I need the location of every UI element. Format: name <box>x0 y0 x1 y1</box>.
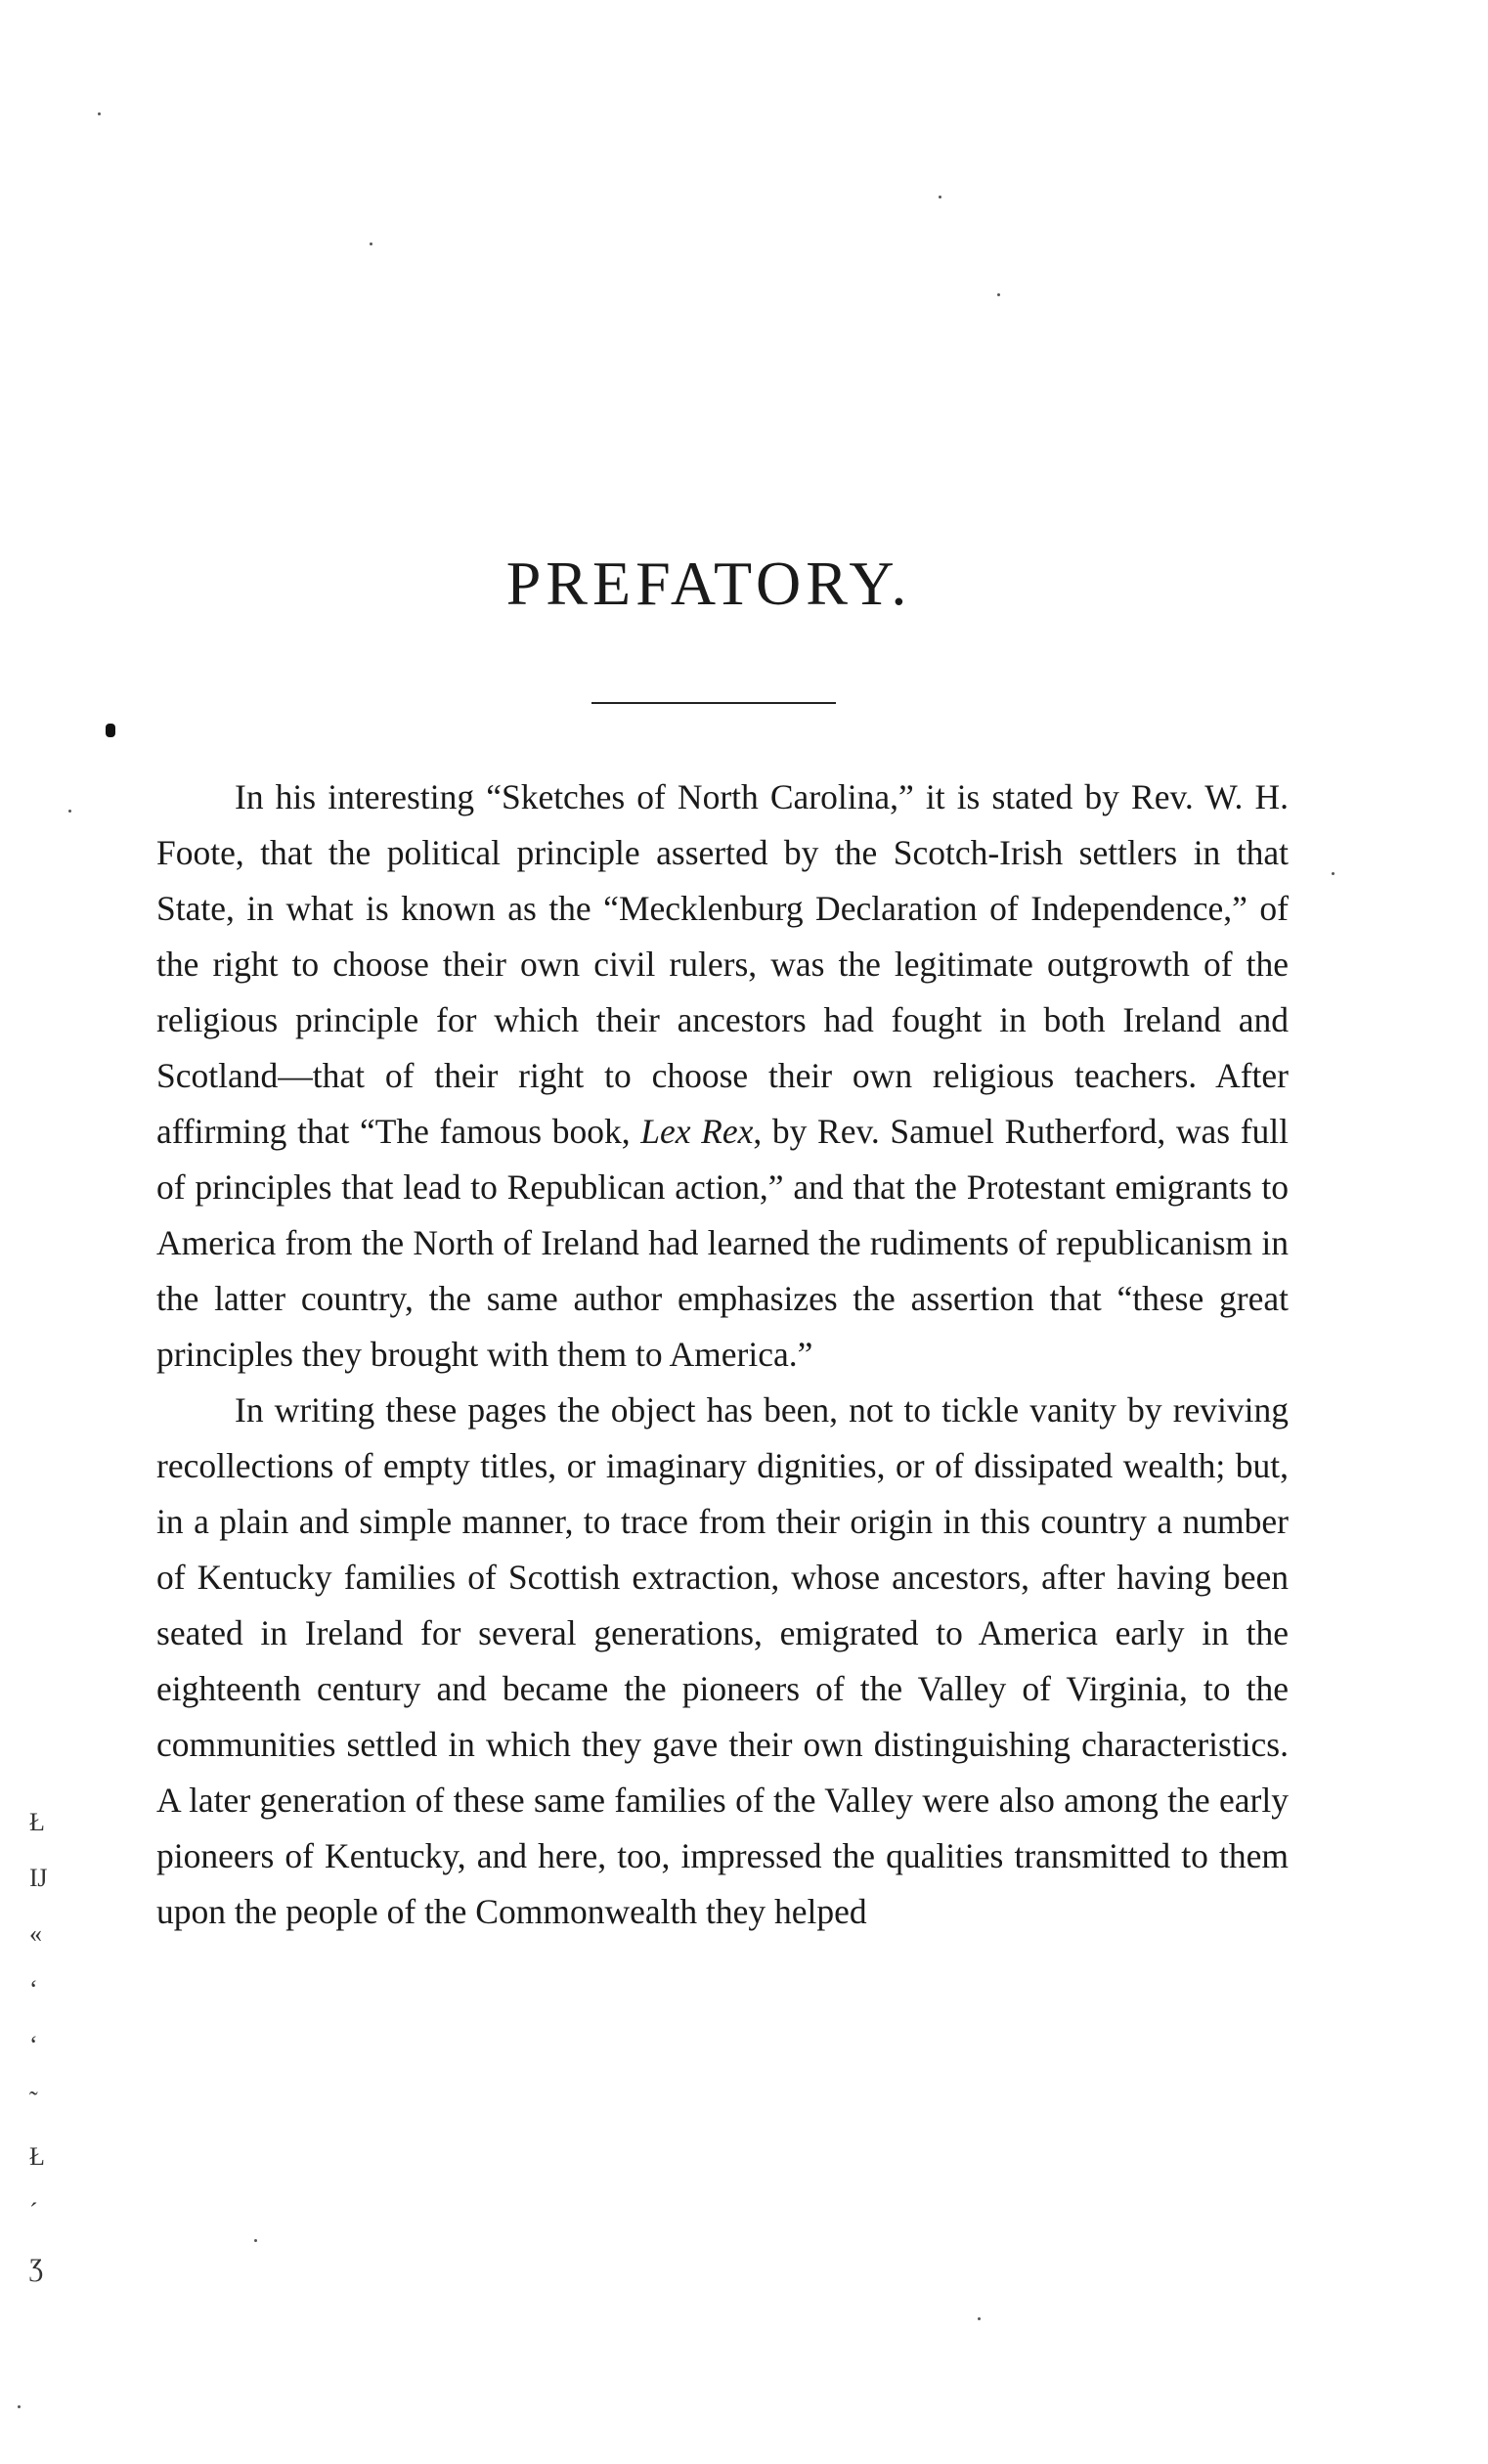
paper-speck <box>370 242 372 245</box>
margin-mark: ˜ <box>29 2087 38 2115</box>
margin-mark: Ł <box>29 1808 45 1836</box>
title-rule <box>591 702 836 704</box>
margin-mark: ʻ <box>29 1975 38 2003</box>
paper-speck <box>68 810 71 813</box>
italic-term: Lex <box>640 1112 691 1151</box>
margin-marks <box>29 1794 68 2296</box>
page-title: PREFATORY. <box>505 549 912 618</box>
margin-mark: Ł <box>29 2142 45 2171</box>
paragraph-1: In his interesting “Sketches of North Carolina,” it is stated by Rev. W. H. Foote, that the political principle asserted by the Scotch-Irish settlers in that State, in what is known as the “Mecklenburg Declaration of Independence,” of the right to choose their own civil rulers, was the legitimate outgrowth of the religious principle for which their ancestors had fought in both Ireland and Scotland—that of their right to choose their own religious teachers. After affirming that “The famous book, Lex Rex, by Rev. Samuel Rutherford, was full of principles that lead to Republican action,” and that the Protestant emigrants to America from the North of Ireland had learned the rudiments of republicanism in the latter country, the same author emphasizes the assertion that “these great principles they brought with them to America.” <box>156 777 1290 1374</box>
paper-speck <box>254 2239 257 2242</box>
paragraph-2: In writing these pages the object has been, not to tickle vanity by reviving recollections of empty titles, or imaginary dignities, or of dissipated wealth; but, in a plain and simple manner, to trace from their origin in this country a number of Kentucky families of Scottish extraction, whose ancestors, after having been seated in Ireland for several generations, emigrated to America early in the eighteenth century and became the pioneers of the Valley of Virginia, to the communities settled in which they gave their own distinguishing characteristics. A later generation of these same families of the Valley were also among the early pioneers of Kentucky, and here, too, impressed the qualities transmitted to them upon the people of the Commonwealth they helped <box>156 1390 1289 1931</box>
margin-mark: Ʒ <box>29 2254 44 2282</box>
margin-mark: Ĳ <box>29 1864 48 1892</box>
ink-spot <box>106 724 115 737</box>
paper-speck <box>98 112 101 115</box>
paper-speck <box>939 196 941 198</box>
margin-mark: ʻ <box>29 2031 38 2059</box>
paper-speck <box>18 2405 21 2408</box>
paper-speck <box>997 293 1000 296</box>
margin-mark: ˊ <box>29 2198 38 2226</box>
italic-term: Rex <box>701 1112 754 1151</box>
margin-mark: « <box>29 1919 42 1948</box>
paper-speck <box>1332 872 1335 875</box>
body-text <box>156 770 1289 1940</box>
paper-speck <box>978 2317 981 2320</box>
